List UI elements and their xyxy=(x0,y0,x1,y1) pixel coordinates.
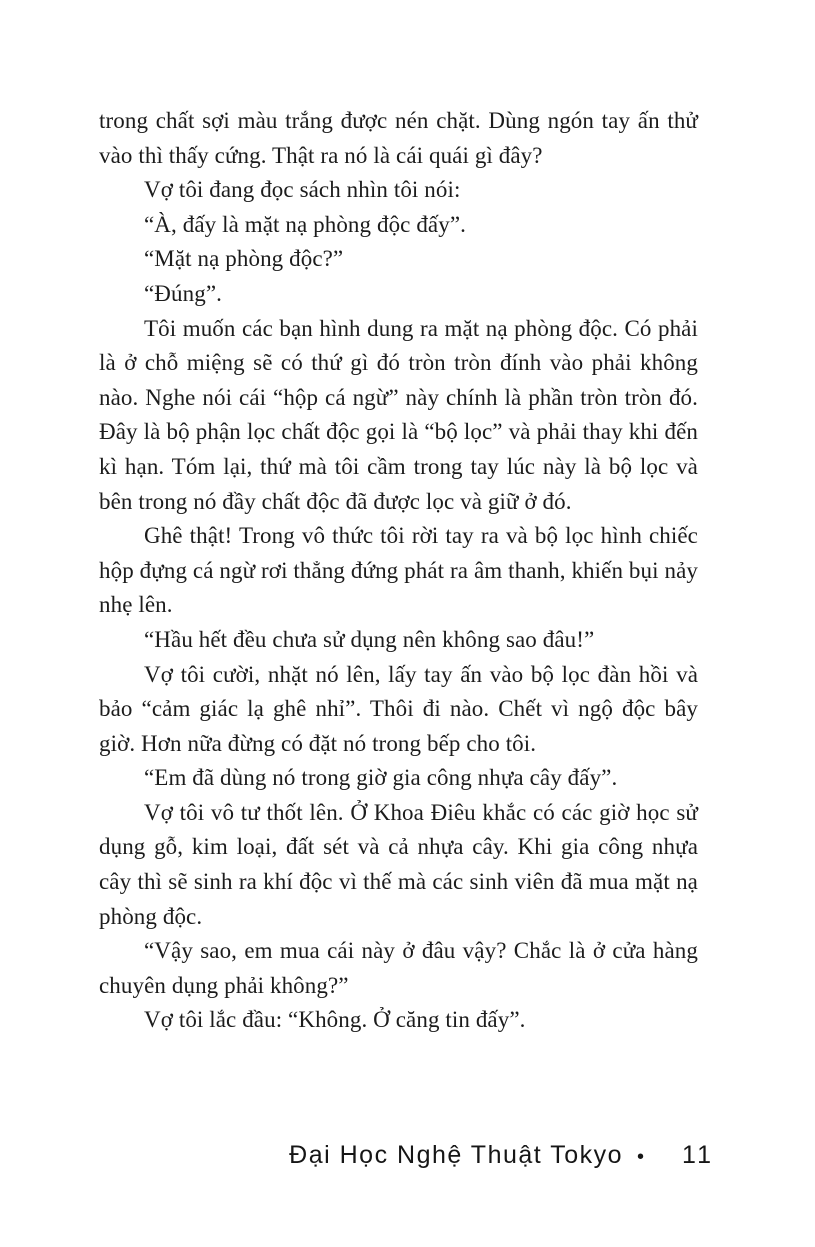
paragraph: trong chất sợi màu trắng được nén chặt. Dùng ngón tay ấn thử vào thì thấy cứng. Thật ra nó là cái quái gì đây? xyxy=(99,108,698,168)
paragraph: “Mặt nạ phòng độc?” xyxy=(144,246,344,272)
bullet-separator-icon: • xyxy=(637,1146,645,1168)
page-number: 11 xyxy=(682,1141,714,1169)
paragraph: Vợ tôi đang đọc sách nhìn tôi nói: xyxy=(144,177,461,203)
paragraph: “À, đấy là mặt nạ phòng độc đấy”. xyxy=(144,211,466,237)
paragraph: “Em đã dùng nó trong giờ gia công nhựa cây đấy”. xyxy=(144,765,618,791)
running-title: Đại Học Nghệ Thuật Tokyo xyxy=(289,1141,624,1169)
paragraph: “Vậy sao, em mua cái này ở đâu vậy? Chắc là ở cửa hàng chuyên dụng phải không?” xyxy=(99,938,698,998)
paragraph: Ghê thật! Trong vô thức tôi rời tay ra và bộ lọc hình chiếc hộp đựng cá ngừ rơi thẳng đứng phát ra âm thanh, khiến bụi nảy nhẹ lên. xyxy=(99,523,698,618)
paragraph: “Đúng”. xyxy=(144,280,222,306)
paragraph: Vợ tôi vô tư thốt lên. Ở Khoa Điêu khắc có các giờ học sử dụng gỗ, kim loại, đất sét và cả nhựa cây. Khi gia công nhựa cây thì sẽ sinh ra khí độc vì thế mà các sinh viên đã mua mặt nạ phòng độc. xyxy=(99,799,698,929)
paragraph: Tôi muốn các bạn hình dung ra mặt nạ phòng độc. Có phải là ở chỗ miệng sẽ có thứ gì đó tròn tròn đính vào phải không nào. Nghe nói cái “hộp cá ngừ” này chính là phần tròn tròn đó. Đây là bộ phận lọc chất độc gọi là “bộ lọc” và phải thay khi đến kì hạn. Tóm lại, thứ mà tôi cầm trong tay lúc này là bộ lọc và bên trong nó đầy chất độc đã được lọc và giữ ở đó. xyxy=(99,315,698,514)
page-footer xyxy=(289,1141,714,1170)
body-text xyxy=(99,104,698,1038)
paragraph: “Hầu hết đều chưa sử dụng nên không sao đâu!” xyxy=(144,626,595,652)
paragraph: Vợ tôi cười, nhặt nó lên, lấy tay ấn vào bộ lọc đàn hồi và bảo “cảm giác lạ ghê nhỉ”. Thôi đi nào. Chết vì ngộ độc bây giờ. Hơn nữa đừng có đặt nó trong bếp cho tôi. xyxy=(99,661,698,756)
paragraph: Vợ tôi lắc đầu: “Không. Ở căng tin đấy”. xyxy=(144,1007,526,1033)
